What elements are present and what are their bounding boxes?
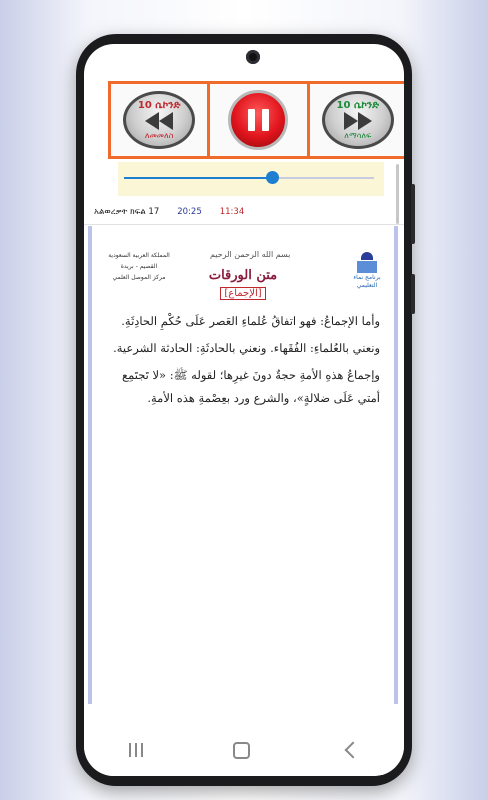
forward-cell bbox=[310, 84, 404, 156]
phone-frame bbox=[76, 34, 412, 786]
volume-button bbox=[411, 184, 415, 244]
fast-forward-icon bbox=[344, 112, 372, 130]
phone-screen bbox=[84, 44, 404, 776]
text-page bbox=[88, 226, 398, 704]
total-time: 11:34 bbox=[219, 207, 245, 217]
seek-area bbox=[118, 162, 384, 196]
lesson-label: አልወረቃት ክፍል 17 bbox=[94, 207, 160, 217]
header-line: مركز الموصل العلمي bbox=[112, 274, 166, 281]
current-time: 20:25 bbox=[177, 207, 202, 217]
logo-text: برنامج نماء التعليمي bbox=[353, 274, 381, 289]
pause-icon bbox=[248, 109, 255, 131]
seek-thumb[interactable] bbox=[266, 171, 279, 184]
rewind-seconds: 10 ሴኮንድ bbox=[137, 99, 181, 111]
header-line: القصيم - بريدة bbox=[120, 263, 158, 270]
system-nav-bar bbox=[84, 724, 404, 776]
paragraph: وأما الإجماعُ: فهو اتفاقُ عُلماءِ العَصر عَلَى حُكْمِ الحادِثَةِ. bbox=[121, 314, 380, 328]
back-icon[interactable] bbox=[344, 742, 361, 759]
basmala: بسم الله الرحمن الرحيم bbox=[210, 250, 291, 259]
forward-label: ለማሳለፍ bbox=[344, 130, 372, 140]
pause-icon-bar bbox=[262, 109, 269, 131]
rewind-icon bbox=[145, 112, 173, 130]
seek-slider[interactable] bbox=[124, 177, 374, 179]
front-camera bbox=[246, 50, 260, 64]
recents-icon[interactable] bbox=[129, 743, 143, 757]
player-controls bbox=[108, 81, 404, 159]
page-title: متن الورقات bbox=[208, 268, 278, 283]
power-button bbox=[411, 274, 415, 314]
paragraph: ونعني بالعُلماءِ: الفُقَهاء. ونعني بالحادثَةِ: الحادثة الشرعية. bbox=[113, 341, 380, 355]
section-subtitle bbox=[92, 288, 394, 299]
paragraph: وإجماعُ هذهِ الأمةِ حجةٌ دونَ غيرِها؛ لقوله ﷺ: «لا تَجتَمِع أمتي عَلَى ضلالةٍ»، والشرع ورد بعِصْمةِ هذه الأمةِ. bbox=[121, 368, 380, 405]
page-body bbox=[106, 310, 380, 414]
pause-cell bbox=[207, 84, 309, 156]
scrollbar bbox=[396, 164, 399, 224]
home-icon[interactable] bbox=[233, 742, 250, 759]
track-info bbox=[94, 204, 394, 220]
section-subtitle-text: [الإجماع] bbox=[220, 287, 265, 300]
rewind-cell bbox=[111, 84, 207, 156]
divider bbox=[84, 224, 404, 225]
seek-progress bbox=[124, 177, 272, 179]
header-line: المملكة العربية السعودية bbox=[108, 252, 170, 259]
rewind-label: ለመመለስ bbox=[144, 130, 174, 140]
pause-button[interactable] bbox=[228, 90, 288, 150]
forward-seconds: 10 ሴኮንድ bbox=[336, 99, 380, 111]
rewind-10-button[interactable] bbox=[123, 91, 195, 149]
forward-10-button[interactable] bbox=[322, 91, 394, 149]
